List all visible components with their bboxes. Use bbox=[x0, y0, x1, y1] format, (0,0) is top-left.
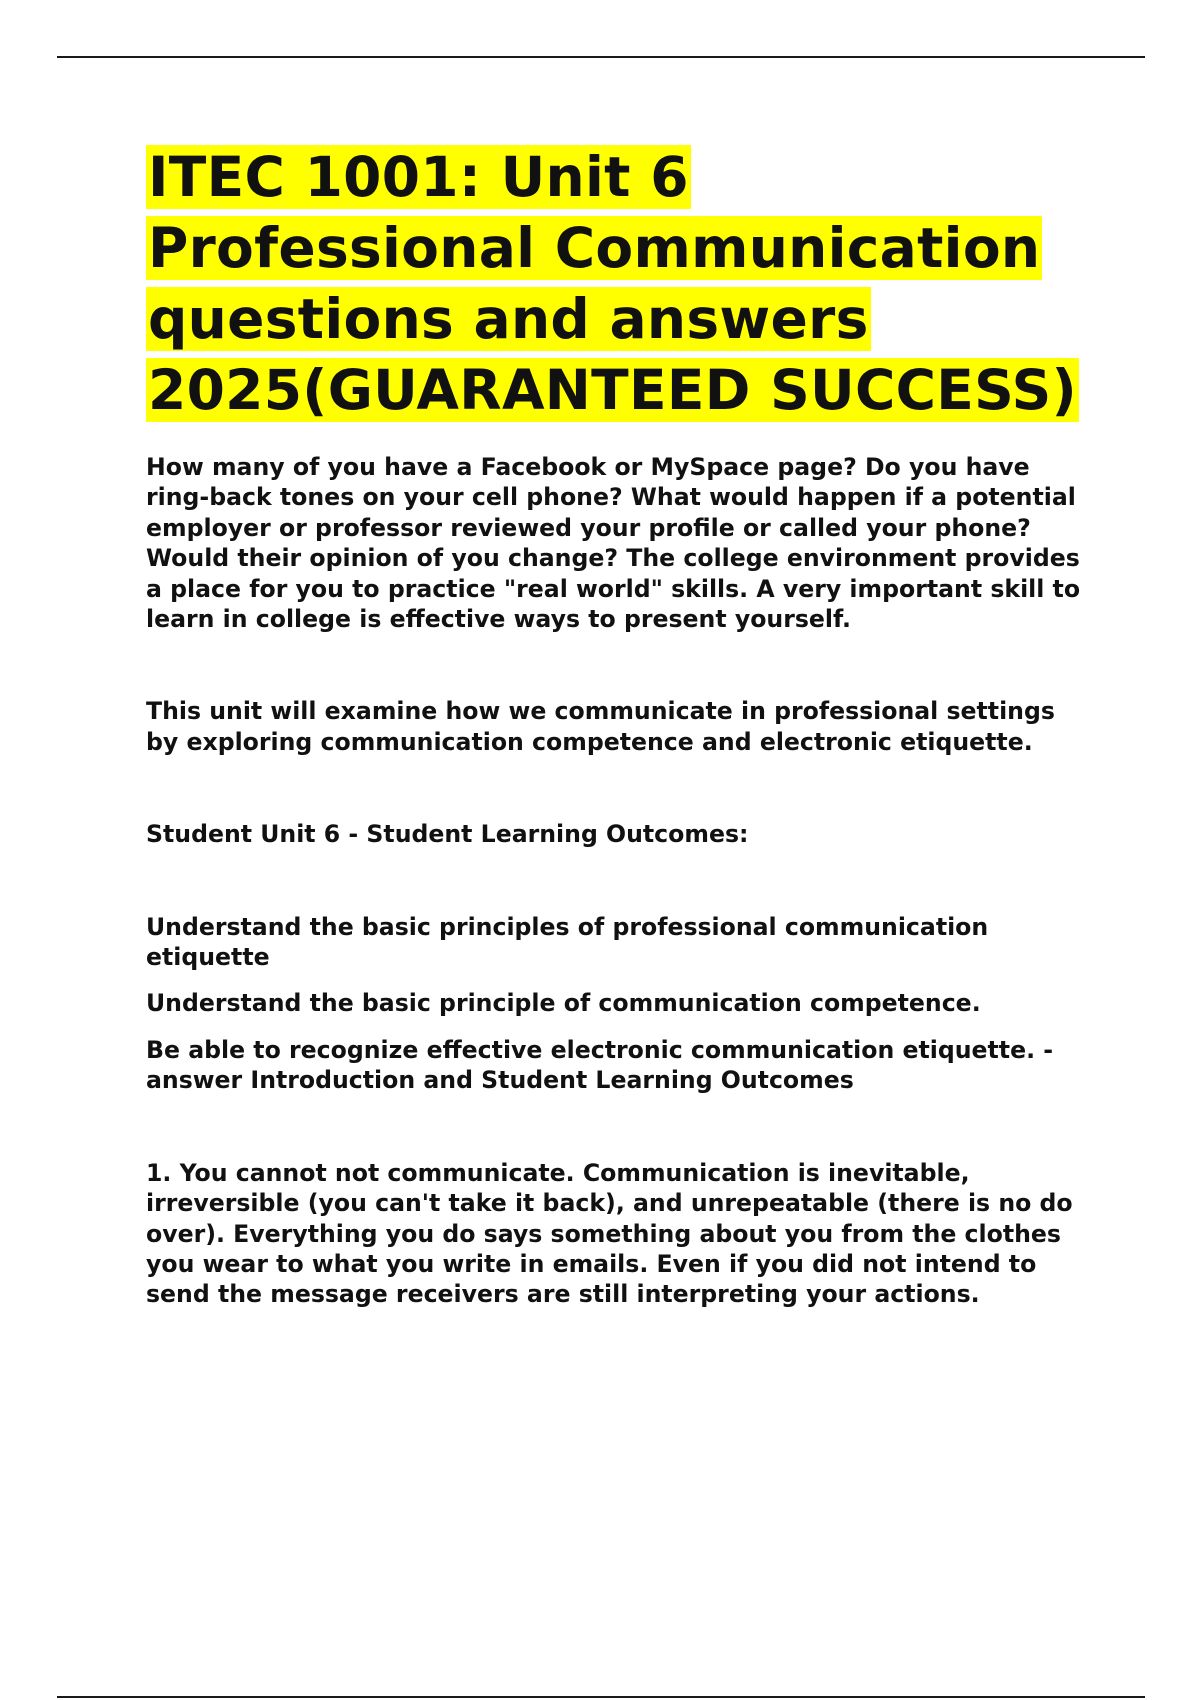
point-1-paragraph: 1. You cannot not communicate. Communication is inevitable, irreversible (you can't take it back), and unrepeatable (there is no do over). Everything you do says something about you from the clothes you wear to what you write in emails. Even if you did not intend to send the message receivers are still interpreting your actions. bbox=[146, 1158, 1073, 1309]
outcomes-heading: Student Unit 6 - Student Learning Outcomes: bbox=[146, 820, 749, 849]
document-body bbox=[146, 142, 1090, 1310]
unit-summary-paragraph: This unit will examine how we communicate in professional settings by exploring communication competence and electronic etiquette. bbox=[146, 697, 1055, 756]
outcome-item: Understand the basic principles of professional communication etiquette bbox=[146, 912, 989, 972]
outcome-item: Be able to recognize effective electronic communication etiquette. - answer Introduction and Student Learning Outcomes bbox=[146, 1035, 1054, 1095]
document-title bbox=[146, 142, 1090, 426]
outcome-item: Understand the basic principle of communication competence. bbox=[146, 989, 981, 1018]
header-rule bbox=[57, 56, 1145, 58]
document-title-highlight: ITEC 1001: Unit 6 Professional Communication questions and answers 2025(GUARANTEED SUCCESS) bbox=[148, 145, 1077, 422]
intro-paragraph: How many of you have a Facebook or MySpace page? Do you have ring-back tones on your cell phone? What would happen if a potential employer or professor reviewed your profile or called your phone? Would their opinion of you change? The college environment provides a place for you to practice "real world" skills. A very important skill to learn in college is effective ways to present yourself. bbox=[146, 453, 1081, 634]
footer-rule bbox=[57, 1696, 1145, 1698]
